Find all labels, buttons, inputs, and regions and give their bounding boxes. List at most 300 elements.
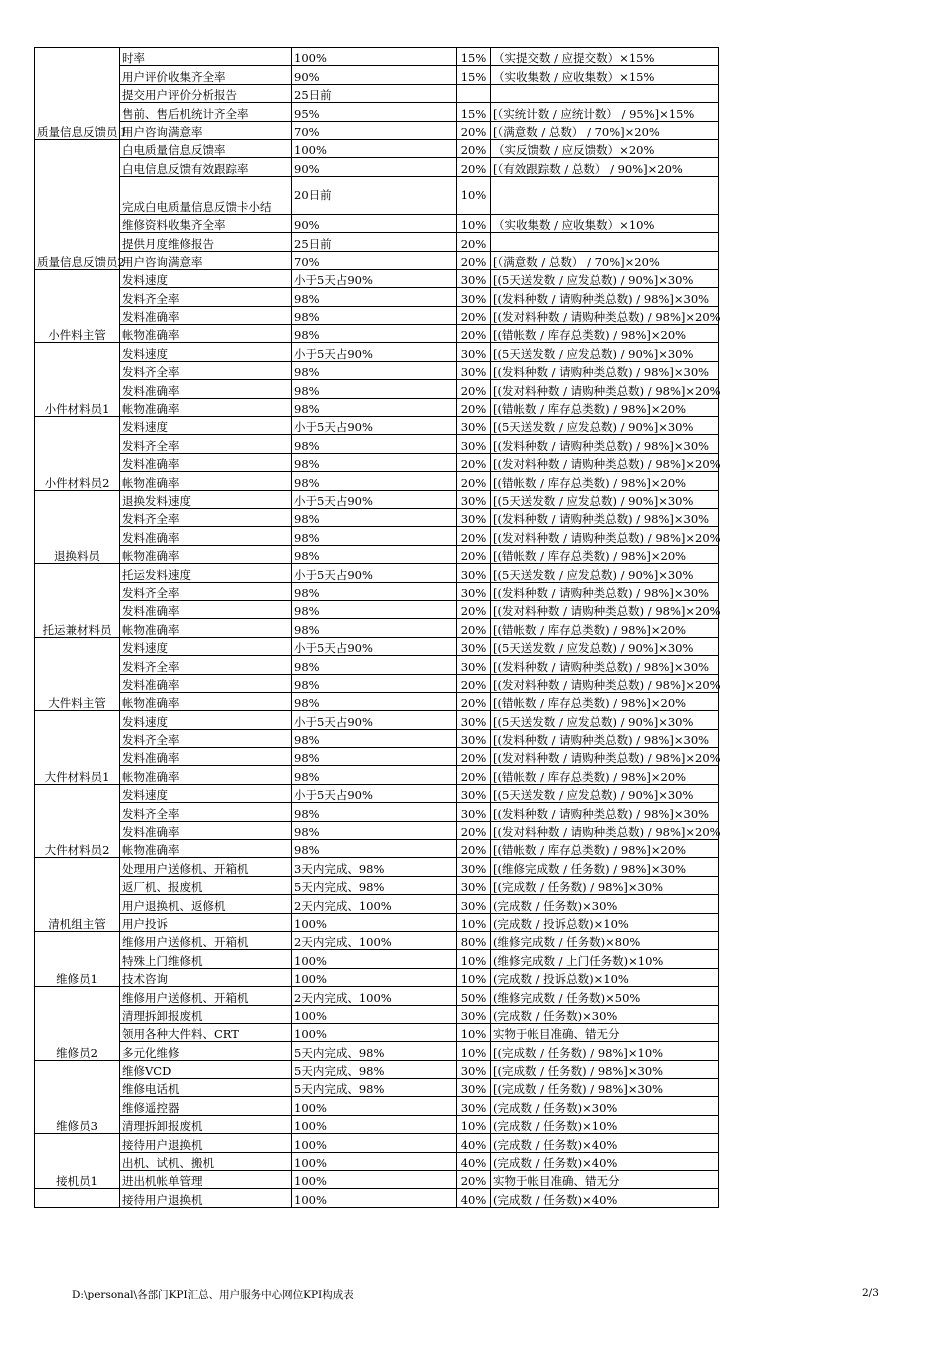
kpi-formula-cell — [491, 84, 719, 102]
table-row — [35, 158, 719, 176]
kpi-formula-cell: (维修完成数 / 上门任务数)×10% — [491, 950, 719, 968]
kpi-weight-cell: 30% — [457, 876, 491, 894]
kpi-weight-cell: 10% — [457, 214, 491, 232]
table-row — [35, 729, 719, 747]
kpi-target-cell: 98% — [292, 398, 457, 416]
kpi-item-cell: 维修VCD — [120, 1060, 292, 1078]
kpi-formula-cell: [(错帐数 / 库存总类数) / 98%]×20% — [491, 472, 719, 490]
kpi-weight-cell: 20% — [457, 692, 491, 710]
position-name-cell — [35, 1189, 120, 1207]
kpi-formula-cell: (维修完成数 / 任务数)×50% — [491, 987, 719, 1005]
table-row — [35, 987, 719, 1005]
table-row — [35, 269, 719, 287]
kpi-target-cell: 98% — [292, 361, 457, 379]
kpi-formula-cell: （实收集数 / 应收集数）×10% — [491, 214, 719, 232]
kpi-formula-cell — [491, 176, 719, 214]
kpi-item-cell: 用户咨询满意率 — [120, 251, 292, 269]
kpi-item-cell: 用户投诉 — [120, 913, 292, 931]
kpi-target-cell: 100% — [292, 1171, 457, 1189]
kpi-target-cell: 98% — [292, 288, 457, 306]
kpi-formula-cell: (完成数 / 任务数)×40% — [491, 1189, 719, 1207]
kpi-item-cell: 发料齐全率 — [120, 361, 292, 379]
kpi-target-cell: 98% — [292, 656, 457, 674]
kpi-formula-cell: [(完成数 / 任务数) / 98%]×30% — [491, 1079, 719, 1097]
kpi-weight-cell: 15% — [457, 66, 491, 84]
kpi-formula-cell: [(发料种数 / 请购种类总数) / 98%]×30% — [491, 435, 719, 453]
kpi-target-cell: 98% — [292, 692, 457, 710]
position-name-cell: 托运兼材料员 — [35, 564, 120, 638]
kpi-item-cell: 发料齐全率 — [120, 508, 292, 526]
kpi-weight-cell: 20% — [457, 380, 491, 398]
kpi-weight-cell: 20% — [457, 840, 491, 858]
position-name-cell: 大件材料员1 — [35, 711, 120, 785]
kpi-item-cell: 完成白电质量信息反馈卡小结 — [120, 176, 292, 214]
kpi-formula-cell: (完成数 / 任务数)×10% — [491, 1115, 719, 1133]
kpi-item-cell: 发料齐全率 — [120, 729, 292, 747]
kpi-target-cell: 90% — [292, 158, 457, 176]
table-row — [35, 1097, 719, 1115]
kpi-item-cell: 白电质量信息反馈率 — [120, 139, 292, 157]
kpi-weight-cell: 20% — [457, 619, 491, 637]
kpi-formula-cell: [（满意数 / 总数） / 70%]×20% — [491, 251, 719, 269]
kpi-target-cell: 25日前 — [292, 84, 457, 102]
kpi-item-cell: 返厂机、报废机 — [120, 876, 292, 894]
kpi-formula-cell: (完成数 / 任务数)×30% — [491, 1097, 719, 1115]
table-row — [35, 895, 719, 913]
kpi-formula-cell: [(5天送发数 / 应发总数) / 90%]×30% — [491, 637, 719, 655]
kpi-item-cell: 发料齐全率 — [120, 288, 292, 306]
kpi-weight-cell: 20% — [457, 121, 491, 139]
kpi-target-cell: 3天内完成、98% — [292, 858, 457, 876]
table-row — [35, 417, 719, 435]
kpi-table — [34, 47, 719, 1208]
kpi-formula-cell: [(5天送发数 / 应发总数) / 90%]×30% — [491, 711, 719, 729]
table-row — [35, 435, 719, 453]
kpi-weight-cell: 20% — [457, 325, 491, 343]
kpi-formula-cell — [491, 233, 719, 251]
kpi-item-cell: 发料速度 — [120, 637, 292, 655]
kpi-target-cell: 98% — [292, 435, 457, 453]
kpi-weight-cell: 30% — [457, 1060, 491, 1078]
kpi-formula-cell: [(发料种数 / 请购种类总数) / 98%]×30% — [491, 288, 719, 306]
kpi-formula-cell: [(5天送发数 / 应发总数) / 90%]×30% — [491, 343, 719, 361]
kpi-weight-cell: 20% — [457, 472, 491, 490]
kpi-weight-cell: 20% — [457, 821, 491, 839]
kpi-formula-cell: [(5天送发数 / 应发总数) / 90%]×30% — [491, 564, 719, 582]
kpi-formula-cell: [(发料种数 / 请购种类总数) / 98%]×30% — [491, 582, 719, 600]
kpi-weight-cell: 30% — [457, 895, 491, 913]
kpi-weight-cell: 10% — [457, 1115, 491, 1133]
table-row — [35, 472, 719, 490]
kpi-formula-cell: [(5天送发数 / 应发总数) / 90%]×30% — [491, 490, 719, 508]
position-name-cell: 清机组主管 — [35, 858, 120, 932]
position-name-cell: 接机员1 — [35, 1134, 120, 1189]
kpi-weight-cell: 20% — [457, 251, 491, 269]
kpi-item-cell: 处理用户送修机、开箱机 — [120, 858, 292, 876]
table-row — [35, 931, 719, 949]
kpi-weight-cell: 20% — [457, 306, 491, 324]
kpi-sheet — [34, 47, 721, 1208]
kpi-weight-cell: 40% — [457, 1189, 491, 1207]
kpi-target-cell: 100% — [292, 1134, 457, 1152]
kpi-weight-cell: 30% — [457, 858, 491, 876]
kpi-formula-cell: [(发对料种数 / 请购种类总数) / 98%]×20% — [491, 821, 719, 839]
kpi-target-cell: 100% — [292, 1115, 457, 1133]
kpi-weight-cell: 10% — [457, 950, 491, 968]
kpi-formula-cell: (完成数 / 任务数)×30% — [491, 1005, 719, 1023]
kpi-formula-cell: [(错帐数 / 库存总类数) / 98%]×20% — [491, 692, 719, 710]
kpi-formula-cell: (完成数 / 投诉总数)×10% — [491, 913, 719, 931]
table-row — [35, 103, 719, 121]
kpi-formula-cell: [(发对料种数 / 请购种类总数) / 98%]×20% — [491, 380, 719, 398]
kpi-item-cell: 帐物准确率 — [120, 766, 292, 784]
kpi-target-cell: 98% — [292, 453, 457, 471]
position-name-cell: 小件材料员2 — [35, 417, 120, 491]
kpi-item-cell: 帐物准确率 — [120, 840, 292, 858]
kpi-weight-cell: 20% — [457, 139, 491, 157]
kpi-target-cell: 小于5天占90% — [292, 784, 457, 802]
kpi-target-cell: 小于5天占90% — [292, 637, 457, 655]
kpi-formula-cell: （实提交数 / 应提交数）×15% — [491, 48, 719, 66]
position-name-cell: 维修员2 — [35, 987, 120, 1061]
kpi-weight-cell: 30% — [457, 1097, 491, 1115]
footer-page-number: 2/3 — [862, 1287, 879, 1299]
kpi-target-cell: 100% — [292, 1152, 457, 1170]
kpi-item-cell: 发料速度 — [120, 417, 292, 435]
table-row — [35, 876, 719, 894]
kpi-item-cell: 提供月度维修报告 — [120, 233, 292, 251]
table-row — [35, 1115, 719, 1133]
kpi-item-cell: 多元化维修 — [120, 1042, 292, 1060]
position-name-cell: 退换料员 — [35, 490, 120, 564]
kpi-weight-cell: 30% — [457, 343, 491, 361]
table-row — [35, 968, 719, 986]
kpi-target-cell: 98% — [292, 527, 457, 545]
kpi-item-cell: 发料速度 — [120, 784, 292, 802]
kpi-formula-cell: [(发对料种数 / 请购种类总数) / 98%]×20% — [491, 306, 719, 324]
kpi-weight-cell: 20% — [457, 233, 491, 251]
table-row — [35, 251, 719, 269]
kpi-weight-cell: 20% — [457, 766, 491, 784]
kpi-weight-cell: 20% — [457, 748, 491, 766]
table-row — [35, 508, 719, 526]
kpi-formula-cell: (完成数 / 任务数)×40% — [491, 1152, 719, 1170]
kpi-target-cell: 98% — [292, 545, 457, 563]
kpi-target-cell: 98% — [292, 674, 457, 692]
kpi-weight-cell: 20% — [457, 600, 491, 618]
kpi-item-cell: 时率 — [120, 48, 292, 66]
kpi-weight-cell: 30% — [457, 656, 491, 674]
kpi-item-cell: 退换发料速度 — [120, 490, 292, 508]
kpi-formula-cell: [(发对料种数 / 请购种类总数) / 98%]×20% — [491, 600, 719, 618]
table-row — [35, 490, 719, 508]
kpi-weight-cell: 30% — [457, 490, 491, 508]
kpi-item-cell: 发料准确率 — [120, 821, 292, 839]
kpi-target-cell: 2天内完成、100% — [292, 895, 457, 913]
kpi-item-cell: 帐物准确率 — [120, 325, 292, 343]
position-name-cell: 质量信息反馈员2 — [35, 139, 120, 269]
kpi-item-cell: 接待用户退换机 — [120, 1134, 292, 1152]
kpi-target-cell: 2天内完成、100% — [292, 987, 457, 1005]
table-row — [35, 821, 719, 839]
kpi-target-cell: 小于5天占90% — [292, 417, 457, 435]
kpi-item-cell: 维修电话机 — [120, 1079, 292, 1097]
kpi-formula-cell: [(发对料种数 / 请购种类总数) / 98%]×20% — [491, 453, 719, 471]
table-row — [35, 1134, 719, 1152]
kpi-target-cell: 95% — [292, 103, 457, 121]
kpi-formula-cell: (完成数 / 任务数)×40% — [491, 1134, 719, 1152]
kpi-formula-cell: [(发料种数 / 请购种类总数) / 98%]×30% — [491, 656, 719, 674]
kpi-weight-cell: 10% — [457, 913, 491, 931]
kpi-weight-cell: 10% — [457, 1023, 491, 1041]
kpi-target-cell: 5天内完成、98% — [292, 1060, 457, 1078]
kpi-formula-cell: [(错帐数 / 库存总类数) / 98%]×20% — [491, 766, 719, 784]
kpi-weight-cell: 30% — [457, 729, 491, 747]
kpi-weight-cell: 20% — [457, 674, 491, 692]
kpi-weight-cell: 30% — [457, 361, 491, 379]
kpi-target-cell: 98% — [292, 803, 457, 821]
kpi-target-cell: 25日前 — [292, 233, 457, 251]
kpi-weight-cell: 30% — [457, 564, 491, 582]
table-row — [35, 674, 719, 692]
kpi-target-cell: 98% — [292, 380, 457, 398]
table-row — [35, 176, 719, 214]
table-row — [35, 121, 719, 139]
kpi-item-cell: 维修遥控器 — [120, 1097, 292, 1115]
kpi-weight-cell: 30% — [457, 1005, 491, 1023]
kpi-target-cell: 98% — [292, 840, 457, 858]
kpi-formula-cell: 实物于帐目准确、错无分 — [491, 1171, 719, 1189]
table-row — [35, 1189, 719, 1207]
table-row — [35, 527, 719, 545]
table-row — [35, 1152, 719, 1170]
kpi-item-cell: 清理拆卸报废机 — [120, 1005, 292, 1023]
kpi-item-cell: 发料速度 — [120, 343, 292, 361]
kpi-weight-cell: 30% — [457, 269, 491, 287]
table-row — [35, 1042, 719, 1060]
table-row — [35, 380, 719, 398]
table-row — [35, 139, 719, 157]
table-row — [35, 325, 719, 343]
table-row — [35, 48, 719, 66]
kpi-item-cell: 特殊上门维修机 — [120, 950, 292, 968]
kpi-item-cell: 托运发料速度 — [120, 564, 292, 582]
kpi-formula-cell: [(发料种数 / 请购种类总数) / 98%]×30% — [491, 729, 719, 747]
kpi-item-cell: 帐物准确率 — [120, 619, 292, 637]
kpi-weight-cell: 40% — [457, 1134, 491, 1152]
kpi-target-cell: 5天内完成、98% — [292, 1042, 457, 1060]
table-row — [35, 582, 719, 600]
kpi-formula-cell: （实收集数 / 应收集数）×15% — [491, 66, 719, 84]
kpi-formula-cell: [（实统计数 / 应统计数） / 95%]×15% — [491, 103, 719, 121]
kpi-item-cell: 发料齐全率 — [120, 435, 292, 453]
table-row — [35, 288, 719, 306]
kpi-target-cell: 70% — [292, 251, 457, 269]
kpi-item-cell: 技术咨询 — [120, 968, 292, 986]
kpi-target-cell: 100% — [292, 1189, 457, 1207]
kpi-item-cell: 帐物准确率 — [120, 692, 292, 710]
kpi-item-cell: 接待用户退换机 — [120, 1189, 292, 1207]
table-row — [35, 840, 719, 858]
kpi-item-cell: 发料准确率 — [120, 600, 292, 618]
table-row — [35, 84, 719, 102]
kpi-item-cell: 发料准确率 — [120, 380, 292, 398]
kpi-weight-cell: 30% — [457, 508, 491, 526]
kpi-item-cell: 维修用户送修机、开箱机 — [120, 987, 292, 1005]
kpi-target-cell: 98% — [292, 748, 457, 766]
position-name-cell: 大件材料员2 — [35, 784, 120, 858]
kpi-weight-cell: 30% — [457, 288, 491, 306]
kpi-target-cell: 98% — [292, 582, 457, 600]
position-name-cell: 大件料主管 — [35, 637, 120, 711]
kpi-weight-cell: 80% — [457, 931, 491, 949]
kpi-weight-cell: 10% — [457, 1042, 491, 1060]
table-row — [35, 564, 719, 582]
table-row — [35, 748, 719, 766]
position-name-cell: 维修员3 — [35, 1060, 120, 1134]
table-row — [35, 858, 719, 876]
kpi-formula-cell: [(5天送发数 / 应发总数) / 90%]×30% — [491, 784, 719, 802]
table-row — [35, 398, 719, 416]
table-row — [35, 1171, 719, 1189]
kpi-item-cell: 发料准确率 — [120, 748, 292, 766]
kpi-weight-cell: 10% — [457, 968, 491, 986]
kpi-weight-cell: 50% — [457, 987, 491, 1005]
kpi-formula-cell: [（有效跟踪数 / 总数） / 90%]×20% — [491, 158, 719, 176]
kpi-item-cell: 发料齐全率 — [120, 582, 292, 600]
kpi-weight-cell: 30% — [457, 417, 491, 435]
kpi-formula-cell: [(发对料种数 / 请购种类总数) / 98%]×20% — [491, 674, 719, 692]
kpi-weight-cell: 15% — [457, 48, 491, 66]
kpi-item-cell: 白电信息反馈有效跟踪率 — [120, 158, 292, 176]
kpi-formula-cell: [(完成数 / 任务数) / 98%]×30% — [491, 1060, 719, 1078]
kpi-weight-cell: 15% — [457, 103, 491, 121]
kpi-item-cell: 发料速度 — [120, 711, 292, 729]
kpi-target-cell: 98% — [292, 325, 457, 343]
kpi-target-cell: 2天内完成、100% — [292, 931, 457, 949]
table-row — [35, 711, 719, 729]
table-row — [35, 950, 719, 968]
kpi-item-cell: 用户咨询满意率 — [120, 121, 292, 139]
kpi-formula-cell: [(发料种数 / 请购种类总数) / 98%]×30% — [491, 803, 719, 821]
kpi-weight-cell: 30% — [457, 711, 491, 729]
kpi-weight-cell: 30% — [457, 784, 491, 802]
kpi-weight-cell: 30% — [457, 435, 491, 453]
kpi-formula-cell: [(发料种数 / 请购种类总数) / 98%]×30% — [491, 508, 719, 526]
kpi-item-cell: 用户评价收集齐全率 — [120, 66, 292, 84]
kpi-item-cell: 售前、售后机统计齐全率 — [120, 103, 292, 121]
kpi-formula-cell: [(发对料种数 / 请购种类总数) / 98%]×20% — [491, 527, 719, 545]
kpi-formula-cell: [(错帐数 / 库存总类数) / 98%]×20% — [491, 840, 719, 858]
kpi-target-cell: 90% — [292, 214, 457, 232]
kpi-weight-cell: 20% — [457, 453, 491, 471]
kpi-formula-cell: (完成数 / 任务数)×30% — [491, 895, 719, 913]
kpi-item-cell: 维修用户送修机、开箱机 — [120, 931, 292, 949]
table-row — [35, 66, 719, 84]
kpi-weight-cell: 20% — [457, 527, 491, 545]
kpi-target-cell: 100% — [292, 1097, 457, 1115]
kpi-weight-cell — [457, 84, 491, 102]
kpi-item-cell: 提交用户评价分析报告 — [120, 84, 292, 102]
kpi-item-cell: 帐物准确率 — [120, 545, 292, 563]
kpi-target-cell: 98% — [292, 619, 457, 637]
kpi-target-cell: 98% — [292, 729, 457, 747]
kpi-target-cell: 小于5天占90% — [292, 269, 457, 287]
table-row — [35, 214, 719, 232]
kpi-formula-cell: （实反馈数 / 应反馈数）×20% — [491, 139, 719, 157]
kpi-item-cell: 发料准确率 — [120, 306, 292, 324]
kpi-weight-cell: 20% — [457, 158, 491, 176]
kpi-formula-cell: [(错帐数 / 库存总类数) / 98%]×20% — [491, 398, 719, 416]
position-name-cell: 小件料主管 — [35, 269, 120, 343]
kpi-target-cell: 98% — [292, 306, 457, 324]
table-row — [35, 619, 719, 637]
kpi-target-cell: 小于5天占90% — [292, 343, 457, 361]
kpi-item-cell: 发料齐全率 — [120, 656, 292, 674]
kpi-target-cell: 5天内完成、98% — [292, 1079, 457, 1097]
kpi-target-cell: 20日前 — [292, 176, 457, 214]
kpi-item-cell: 发料准确率 — [120, 527, 292, 545]
kpi-target-cell: 98% — [292, 766, 457, 784]
kpi-formula-cell: [(错帐数 / 库存总类数) / 98%]×20% — [491, 325, 719, 343]
kpi-formula-cell: [(发料种数 / 请购种类总数) / 98%]×30% — [491, 361, 719, 379]
table-row — [35, 1005, 719, 1023]
kpi-target-cell: 小于5天占90% — [292, 490, 457, 508]
kpi-formula-cell: [(完成数 / 任务数) / 98%]×10% — [491, 1042, 719, 1060]
kpi-formula-cell: [(错帐数 / 库存总类数) / 98%]×20% — [491, 619, 719, 637]
table-row — [35, 453, 719, 471]
kpi-target-cell: 100% — [292, 968, 457, 986]
kpi-target-cell: 90% — [292, 66, 457, 84]
kpi-item-cell: 领用各种大件料、CRT — [120, 1023, 292, 1041]
table-row — [35, 913, 719, 931]
kpi-item-cell: 维修资料收集齐全率 — [120, 214, 292, 232]
table-row — [35, 1023, 719, 1041]
kpi-formula-cell: [(5天送发数 / 应发总数) / 90%]×30% — [491, 417, 719, 435]
table-row — [35, 766, 719, 784]
kpi-target-cell: 98% — [292, 508, 457, 526]
kpi-target-cell: 100% — [292, 139, 457, 157]
table-row — [35, 233, 719, 251]
position-name-cell: 小件材料员1 — [35, 343, 120, 417]
table-row — [35, 1060, 719, 1078]
kpi-formula-cell: [(5天送发数 / 应发总数) / 90%]×30% — [491, 269, 719, 287]
kpi-target-cell: 100% — [292, 913, 457, 931]
table-row — [35, 361, 719, 379]
footer-file-path: D:\personal\各部门KPI汇总、用户服务中心网位KPI构成表 — [72, 1289, 354, 1301]
kpi-item-cell: 帐物准确率 — [120, 398, 292, 416]
kpi-item-cell: 出机、试机、搬机 — [120, 1152, 292, 1170]
kpi-item-cell: 发料齐全率 — [120, 803, 292, 821]
position-name-cell: 维修员1 — [35, 931, 120, 986]
kpi-item-cell: 用户退换机、返修机 — [120, 895, 292, 913]
kpi-formula-cell: (完成数 / 投诉总数)×10% — [491, 968, 719, 986]
table-row — [35, 600, 719, 618]
table-row — [35, 656, 719, 674]
position-name-cell: 质量信息反馈员１ — [35, 48, 120, 140]
table-row — [35, 306, 719, 324]
table-row — [35, 637, 719, 655]
kpi-target-cell: 小于5天占90% — [292, 711, 457, 729]
table-row — [35, 692, 719, 710]
table-row — [35, 1079, 719, 1097]
table-row — [35, 784, 719, 802]
kpi-item-cell: 发料准确率 — [120, 453, 292, 471]
kpi-item-cell: 进出机帐单管理 — [120, 1171, 292, 1189]
kpi-target-cell: 98% — [292, 821, 457, 839]
kpi-target-cell: 100% — [292, 950, 457, 968]
kpi-target-cell: 70% — [292, 121, 457, 139]
